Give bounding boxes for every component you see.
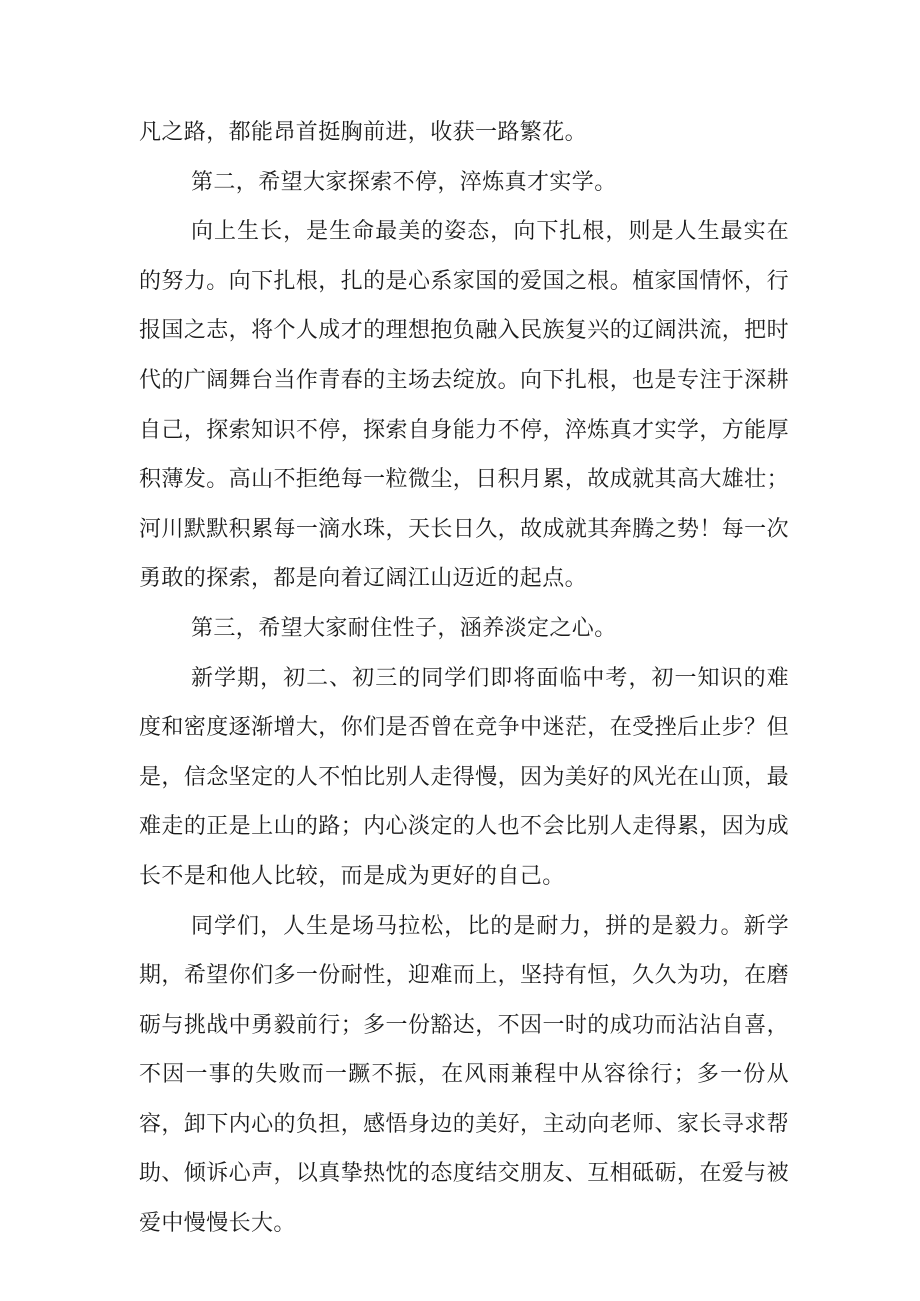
paragraph-heading-third: 第三，希望大家耐住性子，涵养淡定之心。	[191, 615, 617, 641]
paragraph-explore: 向上生长，是生命最美的姿态，向下扎根，则是人生最实在的努力。向下扎根，扎的是心系家国的爱国之根。植家国情怀，行报国之志，将个人成才的理想抱负融入民族复兴的辽阔洪流，把时代的广阔舞台当作青春的主场去绽放。向下扎根，也是专注于深耕自己，探索知识不停，探索自身能力不停，淬炼真才实学，方能厚积薄发。高山不拒绝每一粒微尘，日积月累，故成就其高大雄壮；河川默默积累每一滴水珠，天长日久，故成就其奔腾之势！每一次勇敢的探索，都是向着辽阔江山迈近的起点。	[139, 219, 789, 592]
document-body	[139, 108, 789, 1249]
paragraph-continuation: 凡之路，都能昂首挺胸前进，收获一路繁花。	[139, 120, 588, 145]
paragraph-heading-second: 第二，希望大家探索不停，淬炼真才实学。	[191, 169, 617, 195]
paragraph-marathon: 同学们，人生是场马拉松，比的是耐力，拼的是毅力。新学期，希望你们多一份耐性，迎难而上，坚持有恒，久久为功，在磨砺与挑战中勇毅前行；多一份豁达，不因一时的成功而沾沾自喜，不因一事的失败而一蹶不振，在风雨兼程中从容徐行；多一份从容，卸下内心的负担，感悟身边的美好，主动向老师、家长寻求帮助、倾诉心声，以真挚热忱的态度结交朋友、互相砥砺，在爱与被爱中慢慢长大。	[139, 913, 789, 1237]
paragraph-new-semester: 新学期，初二、初三的同学们即将面临中考，初一知识的难度和密度逐渐增大，你们是否曾在竞争中迷茫，在受挫后止步？但是，信念坚定的人不怕比别人走得慢，因为美好的风光在山顶，最难走的正是上山的路；内心淡定的人也不会比别人走得累，因为成长不是和他人比较，而是成为更好的自己。	[139, 665, 789, 889]
